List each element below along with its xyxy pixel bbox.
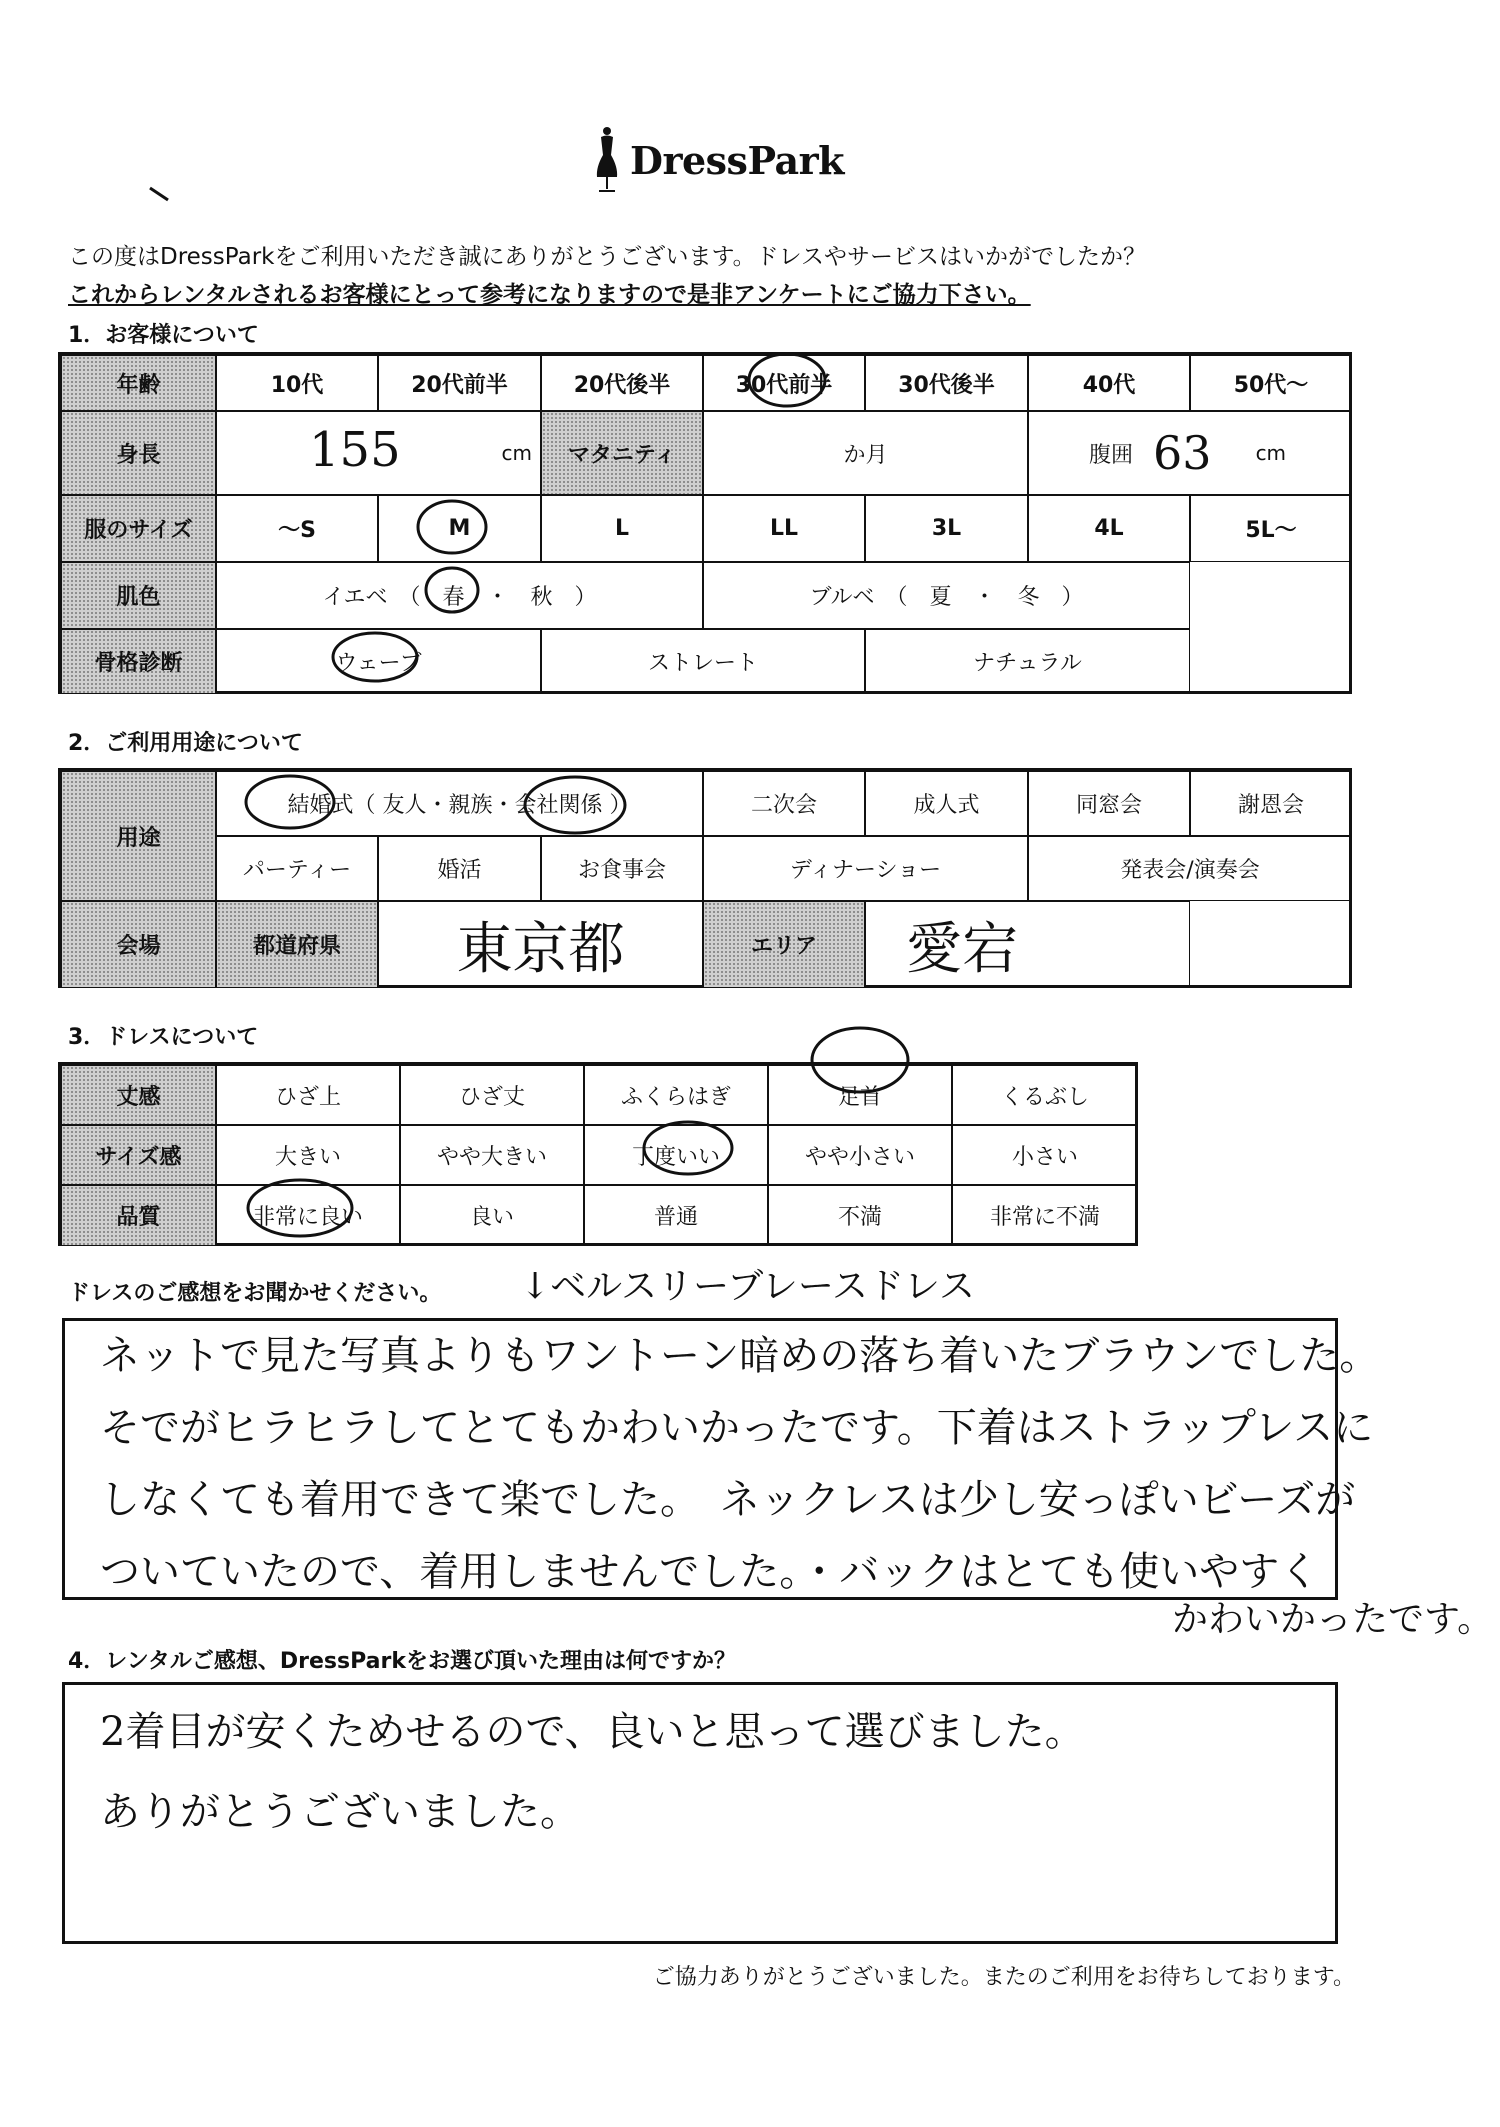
length-option-selected: 足首 [768, 1065, 952, 1125]
height-field [216, 411, 541, 495]
waist-label: 腹囲 [1089, 442, 1134, 468]
age-option: 30代後半 [865, 355, 1028, 411]
stray-mark [150, 188, 168, 200]
reason-line: ありがとうございました。 [100, 1789, 580, 1835]
maternity-months: か月 [703, 411, 1028, 495]
prefecture-field [378, 901, 703, 988]
size-option: LL [703, 495, 865, 562]
length-option: ひざ上 [216, 1065, 400, 1125]
venue-label: 会場 [61, 901, 216, 988]
purpose-option: ディナーショー [703, 836, 1028, 901]
purpose-option: 二次会 [703, 771, 865, 836]
purpose-table [58, 768, 1352, 988]
purpose-option: 発表会/演奏会 [1028, 836, 1352, 901]
fit-option: やや小さい [768, 1125, 952, 1185]
comment-line: ついていたので、着用しませんでした。・バックはとても使いやすく [100, 1549, 1320, 1595]
fit-option: 小さい [952, 1125, 1138, 1185]
dress-table [58, 1062, 1138, 1246]
quality-option-selected: 非常に良い [216, 1185, 400, 1246]
area-value: 愛宕 [906, 916, 1018, 982]
dress-form-icon [590, 125, 624, 195]
fit-option: 大きい [216, 1125, 400, 1185]
frame-option: ナチュラル [865, 629, 1190, 694]
height-label: 身長 [61, 411, 216, 495]
prefecture-value: 東京都 [456, 916, 625, 982]
frame-option-selected: ウェーブ [216, 629, 541, 694]
waist-value: 63 [1153, 426, 1212, 480]
footer-thanks: ご協力ありがとうございました。またのご利用をお待ちしております。 [652, 1965, 1355, 1990]
length-option: くるぶし [952, 1065, 1138, 1125]
section-4-title: 4．レンタルご感想、DressParkをお選び頂いた理由は何ですか？ [68, 1649, 736, 1674]
dress-comment-prompt: ドレスのご感想をお聞かせください。 [68, 1281, 442, 1306]
maternity-label: マタニティ [541, 411, 703, 495]
age-option-selected: 30代前半 [703, 355, 865, 411]
fit-label: サイズ感 [61, 1125, 216, 1185]
size-option-selected: M [378, 495, 541, 562]
quality-option: 非常に不満 [952, 1185, 1138, 1246]
purpose-option: パーティー [216, 836, 378, 901]
height-unit: cm [501, 441, 532, 465]
age-option: 20代後半 [541, 355, 703, 411]
skin-blue-option: ブルベ （ 夏 ・ 冬 ） [703, 562, 1190, 629]
length-label: 丈感 [61, 1065, 216, 1125]
brand-name: DressPark [630, 137, 844, 183]
purpose-option: お食事会 [541, 836, 703, 901]
age-label: 年齢 [61, 355, 216, 411]
fit-option: やや大きい [400, 1125, 584, 1185]
dress-name: ↓ベルスリーブレースドレス [520, 1266, 975, 1307]
customer-table [58, 352, 1352, 694]
prefecture-label: 都道府県 [216, 901, 378, 988]
purpose-label: 用途 [61, 771, 216, 901]
comment-line: ネットで見た写真よりもワントーン暗めの落ち着いたブラウンでした。 [100, 1333, 1380, 1379]
height-value: 155 [309, 422, 401, 478]
purpose-option: 成人式 [865, 771, 1028, 836]
section-2-title: 2．ご利用用途について [68, 731, 303, 756]
area-field [865, 901, 1190, 988]
frame-label: 骨格診断 [61, 629, 216, 694]
waist-field [1028, 411, 1352, 495]
reason-line: 2着目が安くためせるので、良いと思って選びました。 [100, 1709, 1085, 1755]
section-3-title: 3．ドレスについて [68, 1025, 259, 1050]
frame-option: ストレート [541, 629, 865, 694]
section-1-title: 1．お客様について [68, 323, 259, 348]
area-label: エリア [703, 901, 865, 988]
age-option: 20代前半 [378, 355, 541, 411]
purpose-option: 謝恩会 [1190, 771, 1352, 836]
waist-unit: cm [1255, 441, 1287, 465]
purpose-option: 同窓会 [1028, 771, 1190, 836]
age-option: 40代 [1028, 355, 1190, 411]
fit-option-selected: 丁度いい [584, 1125, 768, 1185]
skin-yellow-option: イエベ （ 春 ・ 秋 ） [216, 562, 703, 629]
size-option: 4L [1028, 495, 1190, 562]
quality-option: 良い [400, 1185, 584, 1246]
quality-option: 普通 [584, 1185, 768, 1246]
purpose-wedding-selected: 結婚式（ 友人・親族・会社関係 ） [216, 771, 703, 836]
intro-note: これからレンタルされるお客様にとって参考になりますので是非アンケートにご協力下さい。 [68, 282, 1031, 308]
skin-label: 肌色 [61, 562, 216, 629]
size-option: L [541, 495, 703, 562]
comment-line: かわいかったです。 [1172, 1599, 1494, 1640]
age-option: 10代 [216, 355, 378, 411]
quality-option: 不満 [768, 1185, 952, 1246]
quality-label: 品質 [61, 1185, 216, 1246]
logo [590, 125, 844, 195]
purpose-option: 婚活 [378, 836, 541, 901]
size-option: 3L [865, 495, 1028, 562]
size-option: 5L～ [1190, 495, 1352, 562]
intro-text: この度はDressParkをご利用いただき誠にありがとうございます。ドレスやサービスはいかがでしたか？ [68, 244, 1146, 270]
age-option: 50代～ [1190, 355, 1352, 411]
comment-line: そでがヒラヒラしてとてもかわいかったです。下着はストラップレスに [100, 1405, 1374, 1451]
size-option: ～S [216, 495, 378, 562]
length-option: ひざ丈 [400, 1065, 584, 1125]
size-label: 服のサイズ [61, 495, 216, 562]
length-option: ふくらはぎ [584, 1065, 768, 1125]
comment-line: しなくても着用できて楽でした。 ネックレスは少し安っぽいビーズが [100, 1477, 1356, 1523]
